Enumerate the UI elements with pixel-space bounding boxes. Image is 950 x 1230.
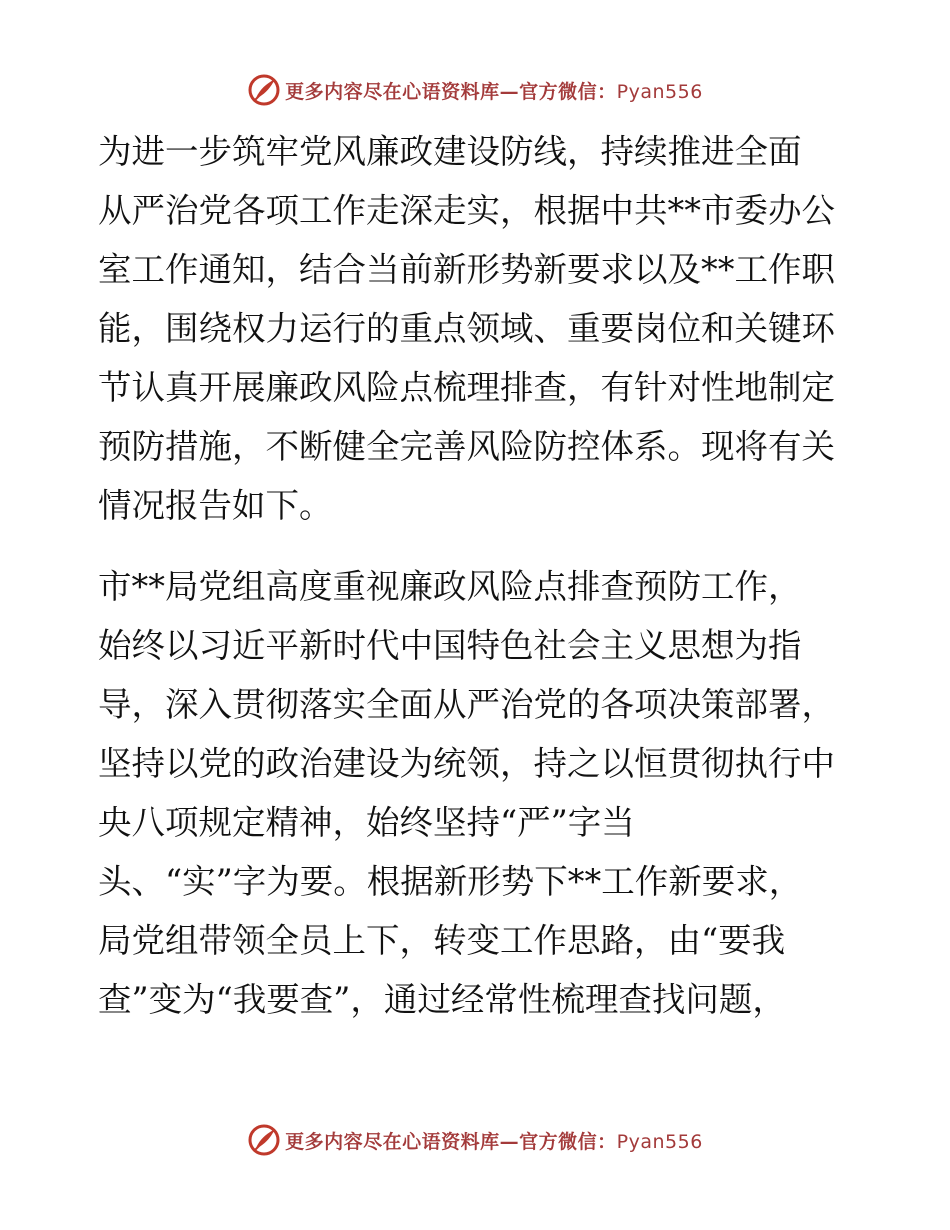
paragraph-line: 能，围绕权力运行的重点领域、重要岗位和关键环 <box>98 309 835 348</box>
paragraph-line: 查”变为“我要查”，通过经常性梳理查找问题， <box>98 980 786 1019</box>
paragraph-line: 为进一步筑牢党风廉政建设防线，持续推进全面 <box>98 132 802 171</box>
paragraph-line: 市**局党组高度重视廉政风险点排查预防工作， <box>98 567 802 606</box>
document-body <box>98 122 858 1029</box>
paragraph-2 <box>98 557 858 1029</box>
header-banner <box>0 70 950 110</box>
paragraph-line: 室工作通知，结合当前新形势新要求以及**工作职 <box>98 250 835 289</box>
footer-banner-cn: 更多内容尽在心语资料库—官方微信： <box>285 1130 617 1153</box>
paragraph-line: 导，深入贯彻落实全面从严治党的各项决策部署， <box>98 685 835 724</box>
paragraph-line: 坚持以党的政治建设为统领，持之以恒贯彻执行中 <box>98 744 835 783</box>
footer-banner-wechat-id: Pyan556 <box>616 1130 703 1153</box>
header-banner-cn: 更多内容尽在心语资料库—官方微信： <box>285 80 617 103</box>
footer-banner <box>0 1120 950 1160</box>
feather-logo-icon <box>247 1123 281 1157</box>
paragraph-line: 头、“实”字为要。根据新形势下**工作新要求， <box>98 862 803 901</box>
paragraph-line: 情况报告如下。 <box>98 486 333 525</box>
header-banner-wechat-id: Pyan556 <box>616 80 703 103</box>
header-banner-text <box>285 77 703 104</box>
paragraph-line: 央八项规定精神，始终坚持“严”字当 <box>98 803 635 842</box>
paragraph-line: 始终以习近平新时代中国特色社会主义思想为指 <box>98 626 802 665</box>
feather-logo-icon <box>247 73 281 107</box>
paragraph-line: 局党组带领全员上下，转变工作思路，由“要我 <box>98 921 786 960</box>
paragraph-line: 预防措施，不断健全完善风险防控体系。现将有关 <box>98 427 835 466</box>
footer-banner-text <box>285 1127 703 1154</box>
paragraph-line: 从严治党各项工作走深走实，根据中共**市委办公 <box>98 191 835 230</box>
paragraph-1 <box>98 122 858 535</box>
paragraph-line: 节认真开展廉政风险点梳理排查，有针对性地制定 <box>98 368 835 407</box>
